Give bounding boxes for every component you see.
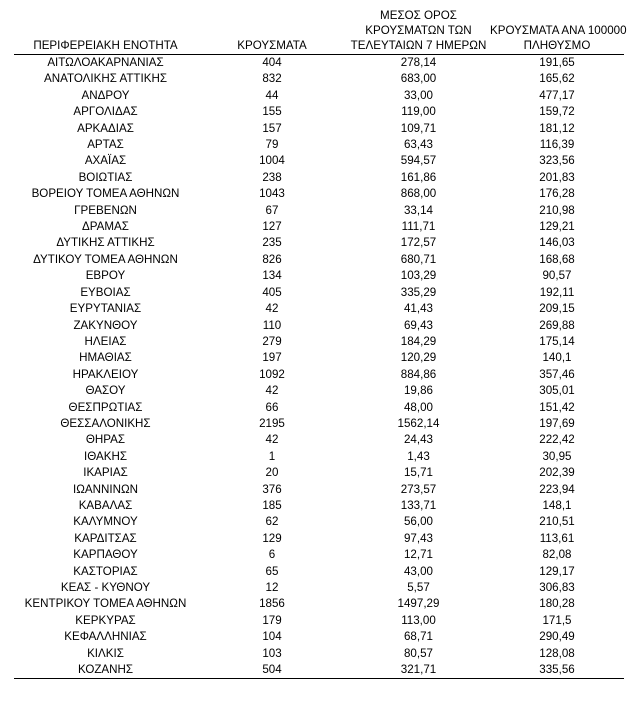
column-header-cases [197, 8, 347, 55]
cell-avg-7-days: 594,57 [400, 154, 437, 168]
table-row [14, 252, 624, 268]
cell-region: ΖΑΚΥΝΘΟΥ [73, 318, 138, 332]
cell-cases-per-100k: 180,28 [539, 597, 575, 611]
cell-cases-per-100k: 357,46 [539, 367, 575, 381]
cell-region: ΒΟΡΕΙΟΥ ΤΟΜΕΑ ΑΘΗΝΩΝ [31, 187, 180, 201]
cell-cases: 12 [265, 581, 279, 594]
cell-avg-7-days: 321,71 [347, 662, 490, 679]
cell-region: ΚΕΡΚΥΡΑΣ [75, 613, 136, 627]
table-row [14, 662, 624, 679]
cell-region: ΘΕΣΠΡΩΤΙΑΣ [68, 400, 143, 414]
cell-region: ΕΒΡΟΥ [85, 269, 126, 283]
cell-cases: 504 [197, 662, 347, 679]
cell-avg-7-days: 97,43 [403, 531, 433, 545]
cell-avg-7-days: 884,86 [400, 367, 437, 381]
cell-cases: 62 [265, 515, 279, 529]
cell-cases: 279 [262, 334, 282, 348]
cell-cases: 127 [262, 220, 282, 234]
cell-cases-per-100k: 146,03 [539, 236, 575, 250]
table-row [14, 285, 624, 301]
cell-avg-7-days: 1562,14 [397, 416, 440, 430]
cell-cases-per-100k: 159,72 [539, 105, 575, 119]
column-header-line: ΚΡΟΥΣΜΑΤΩΝ ΤΩΝ [365, 24, 472, 37]
cell-cases-per-100k: 269,88 [539, 318, 575, 332]
cell-cases: 103 [262, 646, 282, 660]
cell-avg-7-days: 868,00 [400, 187, 437, 201]
table-row [14, 170, 624, 186]
table-row [14, 55, 624, 72]
cell-avg-7-days: 48,00 [403, 400, 433, 414]
column-header-avg-7-days [347, 8, 490, 55]
table-row [14, 514, 624, 530]
cell-region: ΒΟΙΩΤΙΑΣ [78, 170, 133, 184]
cell-region: ΚΑΡΔΙΤΣΑΣ [74, 531, 137, 545]
cell-avg-7-days: 15,71 [403, 466, 433, 480]
cell-region: ΗΜΑΘΙΑΣ [79, 351, 132, 365]
table-row [14, 400, 624, 416]
cell-avg-7-days: 113,00 [401, 613, 436, 627]
cell-cases-per-100k: 30,95 [542, 449, 572, 463]
table-row [14, 88, 624, 104]
table-row [14, 646, 624, 662]
cell-cases: 6 [268, 548, 276, 562]
cell-region: ΚΑΡΠΑΘΟΥ [73, 548, 138, 562]
table-row [14, 383, 624, 399]
cell-region: ΑΡΓΟΛΙΔΑΣ [73, 105, 138, 119]
cell-avg-7-days: 43,00 [403, 564, 433, 578]
cell-cases-per-100k: 335,56 [490, 662, 624, 679]
cell-cases: 404 [262, 56, 282, 69]
table-row [14, 596, 624, 612]
cell-region: ΑΡΤΑΣ [87, 138, 124, 152]
cases-table [14, 8, 627, 679]
table-row [14, 564, 624, 580]
cell-cases-per-100k: 176,28 [539, 187, 575, 201]
cell-avg-7-days: 172,57 [400, 236, 437, 250]
cell-avg-7-days: 161,86 [400, 170, 437, 184]
cell-cases-per-100k: 116,39 [539, 138, 575, 152]
cell-cases: 197 [262, 351, 282, 365]
table-row [14, 432, 624, 448]
cell-cases: 129 [262, 531, 282, 545]
cell-region: ΓΡΕΒΕΝΩΝ [74, 203, 137, 217]
cell-region: ΗΛΕΙΑΣ [84, 334, 127, 348]
cell-region: ΑΡΚΑΔΙΑΣ [77, 121, 134, 135]
cell-region: ΕΥΡΥΤΑΝΙΑΣ [69, 302, 142, 316]
cell-avg-7-days: 133,71 [400, 498, 437, 512]
column-header-line: ΚΡΟΥΣΜΑΤΑ [237, 39, 307, 52]
cell-cases-per-100k: 191,65 [539, 56, 575, 69]
cell-cases: 235 [262, 236, 282, 250]
cell-cases: 179 [262, 613, 282, 627]
table-row [14, 318, 624, 334]
cell-avg-7-days: 184,29 [400, 334, 437, 348]
cell-avg-7-days: 56,00 [403, 515, 433, 529]
table-row [14, 367, 624, 383]
table-header [14, 8, 627, 55]
cell-cases: 157 [262, 121, 282, 135]
cell-avg-7-days: 12,71 [403, 548, 433, 562]
cell-cases: 405 [262, 285, 282, 299]
cell-cases-per-100k: 128,08 [539, 646, 575, 660]
table-row [14, 301, 624, 317]
cell-cases: 376 [262, 482, 282, 496]
cell-avg-7-days: 41,43 [403, 302, 433, 316]
table-row [14, 334, 624, 350]
cell-region: ΘΑΣΟΥ [85, 384, 126, 398]
cell-cases-per-100k: 82,08 [542, 548, 572, 562]
cell-region: ΙΘΑΚΗΣ [83, 449, 128, 463]
cell-cases-per-100k: 210,98 [539, 203, 575, 217]
cell-region: ΙΩΑΝΝΙΝΩΝ [73, 482, 138, 496]
cell-avg-7-days: 273,57 [400, 482, 437, 496]
cell-region: ΘΗΡΑΣ [85, 433, 126, 447]
cell-cases: 66 [265, 400, 279, 414]
cell-cases-per-100k: 305,01 [539, 384, 575, 398]
cell-cases-per-100k: 151,42 [539, 400, 575, 414]
table-row [14, 465, 624, 481]
cell-avg-7-days: 69,43 [403, 318, 433, 332]
table-row [14, 416, 624, 432]
cell-cases-per-100k: 223,94 [539, 482, 575, 496]
cell-avg-7-days: 680,71 [400, 252, 437, 266]
cell-cases: 42 [265, 433, 279, 447]
cell-cases-per-100k: 168,68 [539, 252, 575, 266]
cell-avg-7-days: 80,57 [403, 646, 433, 660]
table-row [14, 580, 624, 596]
table-row [14, 186, 624, 202]
table-row [14, 449, 624, 465]
cell-cases-per-100k: 209,15 [539, 302, 575, 316]
cell-avg-7-days: 24,43 [403, 433, 433, 447]
cell-cases: 1856 [259, 597, 285, 611]
cell-region: ΚΕΦΑΛΛΗΝΙΑΣ [64, 630, 147, 644]
cell-cases-per-100k: 171,5 [542, 613, 572, 627]
cell-avg-7-days: 278,14 [400, 56, 437, 69]
cell-avg-7-days: 33,14 [403, 203, 433, 217]
cell-cases: 1004 [259, 154, 285, 168]
cell-cases: 1092 [259, 367, 285, 381]
cell-cases-per-100k: 181,12 [539, 121, 575, 135]
table-row [14, 219, 624, 235]
cell-cases-per-100k: 148,1 [542, 498, 572, 512]
cell-cases: 44 [265, 88, 279, 102]
cell-cases-per-100k: 140,1 [542, 351, 572, 365]
cell-region: ΚΕΝΤΡΙΚΟΥ ΤΟΜΕΑ ΑΘΗΝΩΝ [24, 597, 187, 611]
table-row [14, 104, 624, 120]
cell-cases-per-100k: 129,21 [539, 220, 575, 234]
column-header-line: ΤΕΛΕΥΤΑΙΩΝ 7 ΗΜΕΡΩΝ [350, 39, 487, 52]
cell-cases-per-100k: 477,17 [539, 88, 575, 102]
cell-cases: 65 [265, 564, 279, 578]
cell-avg-7-days: 19,86 [403, 384, 433, 398]
column-header-line: ΜΕΣΟΣ ΟΡΟΣ [380, 9, 457, 22]
table-row [14, 350, 624, 366]
cell-region: ΑΝΔΡΟΥ [81, 88, 130, 102]
cell-cases-per-100k: 165,62 [539, 72, 575, 86]
cell-avg-7-days: 1497,29 [397, 597, 440, 611]
cell-cases-per-100k: 222,42 [539, 433, 575, 447]
table-row [14, 629, 624, 645]
cell-region: ΙΚΑΡΙΑΣ [83, 466, 128, 480]
cell-region: ΚΙΛΚΙΣ [87, 646, 124, 660]
table-row [14, 235, 624, 251]
cell-cases: 42 [265, 302, 279, 316]
column-header-line: ΚΡΟΥΣΜΑΤΑ ΑΝΑ 100000 [490, 24, 627, 37]
cell-region: ΔΥΤΙΚΟΥ ΤΟΜΕΑ ΑΘΗΝΩΝ [33, 252, 178, 266]
cell-avg-7-days: 683,00 [400, 72, 437, 86]
cell-cases-per-100k: 323,56 [539, 154, 575, 168]
cell-cases-per-100k: 210,51 [539, 515, 575, 529]
cell-region: ΚΟΖΑΝΗΣ [14, 662, 197, 679]
cell-cases-per-100k: 202,39 [539, 466, 575, 480]
cell-cases-per-100k: 129,17 [539, 564, 575, 578]
cell-cases: 238 [262, 170, 282, 184]
cell-avg-7-days: 5,57 [407, 581, 430, 594]
cell-cases: 1043 [259, 187, 285, 201]
cell-cases: 134 [262, 269, 282, 283]
column-header-line: ΠΕΡΙΦΕΡΕΙΑΚΗ ΕΝΟΤΗΤΑ [33, 39, 178, 52]
cell-avg-7-days: 63,43 [403, 138, 433, 152]
column-header-region [14, 8, 197, 55]
cell-cases: 2195 [259, 416, 285, 430]
header-row [14, 8, 624, 55]
cell-avg-7-days: 68,71 [403, 630, 433, 644]
cell-cases: 185 [262, 498, 282, 512]
cell-cases-per-100k: 113,61 [539, 531, 575, 545]
table-body [14, 55, 624, 679]
cell-cases-per-100k: 90,57 [542, 269, 572, 283]
cell-avg-7-days: 335,29 [400, 285, 437, 299]
table-row [14, 613, 624, 629]
cell-avg-7-days: 119,00 [401, 105, 436, 119]
cell-region: ΔΥΤΙΚΗΣ ΑΤΤΙΚΗΣ [56, 236, 155, 250]
cell-avg-7-days: 111,71 [401, 220, 436, 234]
cell-region: ΚΑΣΤΟΡΙΑΣ [73, 564, 138, 578]
cell-cases: 1 [268, 449, 276, 463]
cell-avg-7-days: 109,71 [400, 121, 437, 135]
cell-region: ΘΕΣΣΑΛΟΝΙΚΗΣ [60, 416, 151, 430]
table-row [14, 268, 624, 284]
cell-region: ΗΡΑΚΛΕΙΟΥ [72, 367, 139, 381]
cell-region: ΑΧΑΪΑΣ [84, 154, 127, 168]
cell-cases: 826 [262, 252, 282, 266]
table-row [14, 71, 624, 87]
cell-region: ΑΙΤΩΛΟΑΚΑΡΝΑΝΙΑΣ [47, 56, 164, 69]
cell-region: ΑΝΑΤΟΛΙΚΗΣ ΑΤΤΙΚΗΣ [43, 72, 167, 86]
cell-cases: 42 [265, 384, 279, 398]
cell-cases-per-100k: 306,83 [539, 581, 575, 594]
cell-region: ΔΡΑΜΑΣ [82, 220, 129, 234]
cell-cases-per-100k: 290,49 [539, 630, 575, 644]
cell-cases: 20 [265, 466, 279, 480]
table-row [14, 531, 624, 547]
cell-cases-per-100k: 175,14 [539, 334, 575, 348]
table-row [14, 203, 624, 219]
cell-cases: 832 [262, 72, 282, 86]
table-row [14, 153, 624, 169]
cell-region: ΚΑΛΥΜΝΟΥ [73, 515, 138, 529]
table-row [14, 137, 624, 153]
cell-cases: 155 [262, 105, 282, 119]
cell-cases: 79 [265, 138, 279, 152]
cell-cases: 110 [262, 318, 282, 332]
cell-cases: 104 [262, 630, 282, 644]
table-row [14, 498, 624, 514]
cell-cases-per-100k: 197,69 [539, 416, 575, 430]
cell-avg-7-days: 33,00 [403, 88, 433, 102]
table-row [14, 547, 624, 563]
cell-region: ΚΕΑΣ - ΚΥΘΝΟΥ [60, 581, 151, 594]
cell-avg-7-days: 103,29 [400, 269, 437, 283]
column-header-line: ΠΛΗΘΥΣΜΟ [523, 39, 591, 52]
cell-region: ΚΑΒΑΛΑΣ [78, 498, 133, 512]
cell-cases: 67 [265, 203, 279, 217]
table-row [14, 121, 624, 137]
table-row [14, 482, 624, 498]
cell-region: ΕΥΒΟΙΑΣ [80, 285, 131, 299]
cell-cases-per-100k: 201,83 [539, 170, 575, 184]
cell-avg-7-days: 1,43 [407, 449, 430, 463]
column-header-cases-per-100k [490, 8, 627, 55]
cell-avg-7-days: 120,29 [400, 351, 437, 365]
cell-cases-per-100k: 192,11 [539, 285, 575, 299]
